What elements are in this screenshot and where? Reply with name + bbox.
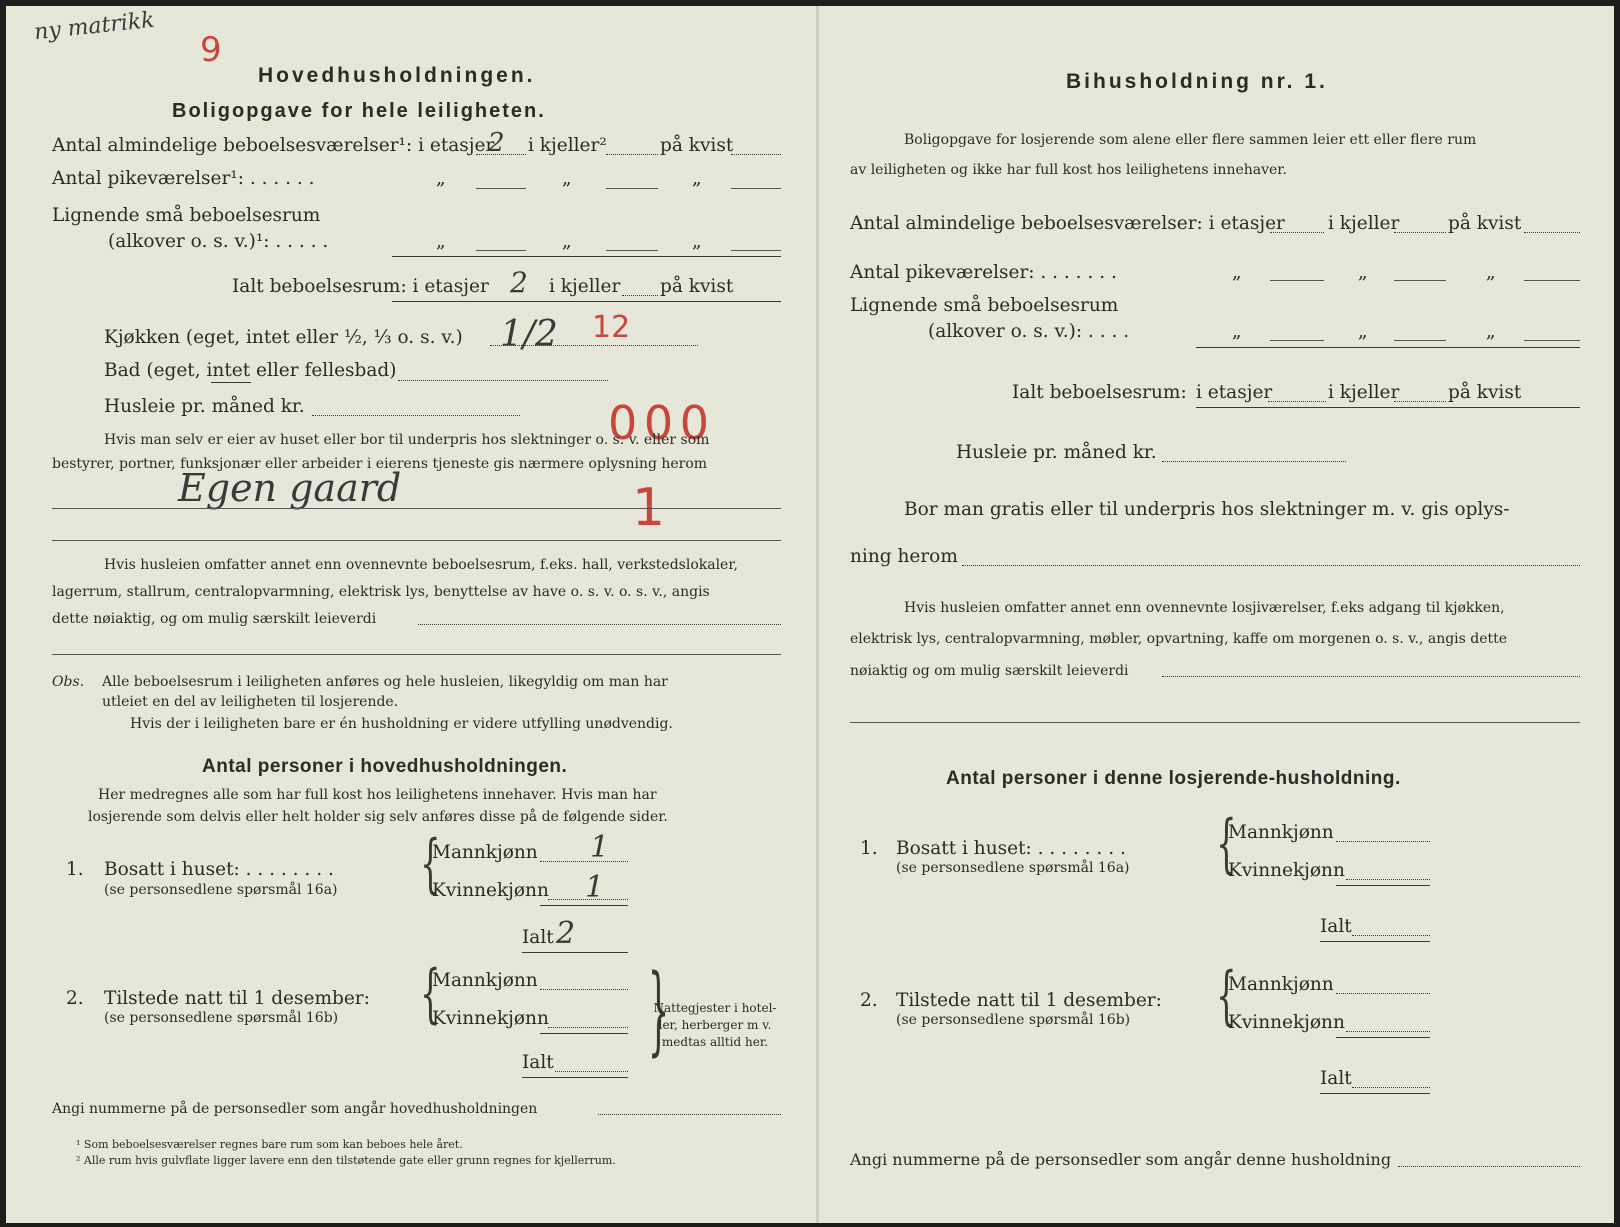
right-p2-kvinne-field[interactable] [1346,1031,1430,1032]
p1-ialt-value: 2 [556,916,576,951]
p1-sum-rule [540,905,628,906]
q2-kvist-field[interactable] [731,188,781,189]
ditto-mark: „ [562,231,572,252]
ditto-mark: „ [1486,321,1496,342]
persons-text-line1: Her medregnes alle som har full kost hos leilighetens innehaver. Hvis man har [98,787,657,803]
omfatter-line2: lagerrum, stallrum, centralopvarmning, elektrisk lys, benyttelse av have o. s. v. o. s. v., angis [52,584,710,600]
p1-mann-label: Mannkjønn [432,842,538,863]
kjokken-red-mark: 12 [592,310,631,345]
right-ialt-kvist-label: på kvist [1448,382,1522,403]
p1-ialt-label: Ialt [522,927,554,948]
eier-field-line2[interactable] [52,540,781,541]
footnote-1: ¹ Som beboelsesværelser regnes bare rum som kan beboes hele året. [76,1138,463,1151]
ditto-mark: „ [692,168,702,189]
p2-brace: { [420,957,441,1031]
eier-handwritten: Egen gaard [178,466,402,510]
page-subtitle: Boligopgave for hele leiligheten. [172,100,546,122]
right-q3-kjeller-field[interactable] [1394,340,1446,341]
husleie-field[interactable] [312,415,520,416]
red-annotation-number: 9 [200,30,222,70]
right-intro-line1: Boligopgave for losjerende som alene eller flere sammen leier ett eller flere rum [904,132,1477,148]
right-page-title: Bihusholdning nr. 1. [1066,70,1328,93]
right-p1-brace: { [1216,807,1237,881]
right-q3-etasjer-field[interactable] [1270,340,1324,341]
q3-kvist-field[interactable] [731,250,781,251]
nattegjester-line2: ler, herberger m v. [658,1018,772,1032]
ialt-kjeller-label: i kjeller [549,276,621,297]
right-q1-kvist-label: på kvist [1448,213,1522,234]
q3-etasjer-field[interactable] [476,250,526,251]
handwritten-annotation: ny matrikk [33,7,156,46]
right-p2-number: 2. [860,990,878,1011]
right-p1-ialt-underline [1320,941,1430,942]
obs-line2: utleiet en del av leiligheten til losjerende. [102,694,399,710]
right-p1-kvinne-field[interactable] [1346,879,1430,880]
eier-text-line2: bestyrer, portner, funksjonær eller arbeider i eierens tjeneste gis nærmere oplysning herom [52,456,708,472]
kjokken-value: 1/2 [500,314,558,355]
q1-kvist-label: på kvist [660,135,734,156]
right-p1-kvinne-label: Kvinnekjønn [1228,860,1345,881]
q2-label: Antal pikeværelser¹: . . . . . . [52,168,315,189]
p1-label: Bosatt i huset: . . . . . . . . [104,859,334,880]
p2-kvinne-label: Kvinnekjønn [432,1008,549,1029]
eier-red-mark: 1 [632,478,666,538]
right-ialt-etasjer-field[interactable] [1268,401,1326,402]
obs-label: Obs. [52,674,85,690]
q3-kjeller-field[interactable] [606,250,658,251]
ialt-label: Ialt beboelsesrum: i etasjer [232,276,489,297]
p1-ialt-underline [522,952,628,953]
right-intro-line2: av leiligheten og ikke har full kost hos leilighetens innehaver. [850,162,1287,178]
p2-sub: (se personsedlene spørsmål 16b) [104,1010,339,1026]
right-ialt-underline [1196,407,1580,408]
right-q2-kvist-field[interactable] [1524,280,1580,281]
right-p2-brace: { [1216,959,1237,1033]
sum-rule [392,256,781,257]
right-p1-mann-field[interactable] [1336,841,1430,842]
right-ialt-kjeller-field[interactable] [1394,401,1446,402]
right-persons-title: Antal personer i denne losjerende-husholdning. [946,768,1401,789]
p2-ialt-label: Ialt [522,1052,554,1073]
right-sum-rule [1196,347,1580,348]
ditto-mark: „ [562,168,572,189]
p1-kvinne-label: Kvinnekjønn [432,880,549,901]
right-p2-label: Tilstede natt til 1 desember: [896,990,1162,1011]
kjokken-field[interactable] [490,345,698,346]
q2-kjeller-field[interactable] [606,188,658,189]
right-husleie-label: Husleie pr. måned kr. [956,442,1157,463]
q3-label-line1: Lignende små beboelsesrum [52,205,321,226]
p2-kvinne-field[interactable] [548,1027,628,1028]
ialt-kvist-label: på kvist [660,276,734,297]
q1-label: Antal almindelige beboelsesværelser¹: i etasjer [52,135,495,156]
bad-label: Bad (eget, intet eller fellesbad) [104,360,397,381]
right-gratis-line2: ning herom [850,546,958,567]
q1-kvist-field[interactable] [731,154,781,155]
right-ialt-kjeller-label: i kjeller [1328,382,1400,403]
p1-brace: { [420,827,441,901]
right-ialt-etasjer-label: i etasjer [1196,382,1273,403]
right-p2-ialt-underline [1320,1093,1430,1094]
ialt-underline [392,301,781,302]
right-p2-mann-field[interactable] [1336,993,1430,994]
husleie-label: Husleie pr. måned kr. [104,396,305,417]
q1-etasjer-value: 2 [488,128,505,158]
right-q1-label: Antal almindelige beboelsesværelser: i etasjer [850,213,1285,234]
p2-mann-label: Mannkjønn [432,970,538,991]
nattegjester-line3: medtas alltid her. [661,1035,769,1049]
bad-field[interactable] [398,380,608,381]
right-omfatter-field-line2[interactable] [850,722,1580,723]
right-ialt-label: Ialt beboelsesrum: [1012,382,1187,403]
footnote-2: ² Alle rum hvis gulvflate ligger lavere enn den tilstøtende gate eller grunn regnes for kjellerrum. [76,1154,616,1167]
page-fold [816,6,819,1223]
ditto-mark: „ [1232,262,1242,283]
right-q3-label-line1: Lignende små beboelsesrum [850,295,1119,316]
right-husleie-field[interactable] [1162,461,1346,462]
right-p2-ialt-label: Ialt [1320,1068,1352,1089]
right-p2-mann-label: Mannkjønn [1228,974,1334,995]
ditto-mark: „ [1358,321,1368,342]
p1-sub: (se personsedlene spørsmål 16a) [104,882,338,898]
p1-mann-field[interactable] [540,861,628,862]
ialt-etasjer-value: 2 [510,266,528,299]
p1-mann-value: 1 [590,830,610,865]
ditto-mark: „ [1232,321,1242,342]
obs-line3: Hvis der i leiligheten bare er én husholdning er videre utfylling unødvendig. [130,716,673,732]
right-p1-sum-rule [1336,885,1430,886]
right-q2-label: Antal pikeværelser: . . . . . . . [850,262,1117,283]
p2-number: 2. [66,988,84,1009]
right-gratis-line1: Bor man gratis eller til underpris hos slektninger m. v. gis oplys- [904,499,1510,520]
right-q2-kjeller-field[interactable] [1394,280,1446,281]
right-p1-ialt-field[interactable] [1352,935,1430,936]
right-omfatter-line2: elektrisk lys, centralopvarmning, møbler, opvartning, kaffe om morgenen o. s. v., angis dette [850,631,1508,647]
right-q1-kjeller-field[interactable] [1394,232,1446,233]
p2-sum-rule [540,1033,628,1034]
right-p1-sub: (se personsedlene spørsmål 16a) [896,860,1130,876]
right-p2-kvinne-label: Kvinnekjønn [1228,1012,1345,1033]
right-q3-kvist-field[interactable] [1524,340,1580,341]
bad-intet-underline [211,382,251,383]
persons-text-line2: losjerende som delvis eller helt holder sig selv anføres disse på de følgende sider. [88,809,668,825]
q2-etasjer-field[interactable] [476,188,526,189]
angi-label: Angi nummerne på de personsedler som angår hovedhusholdningen [52,1101,538,1117]
page-title: Hovedhusholdningen. [258,64,536,87]
kjokken-label: Kjøkken (eget, intet eller ½, ⅓ o. s. v.) [104,327,463,348]
p2-ialt-field[interactable] [555,1071,628,1072]
ditto-mark: „ [1486,262,1496,283]
right-q2-etasjer-field[interactable] [1270,280,1324,281]
right-omfatter-line1: Hvis husleien omfatter annet enn ovennevnte losjiværelser, f.eks adgang til kjøkken, [904,600,1505,616]
right-p2-ialt-field[interactable] [1352,1087,1430,1088]
right-q3-label-line2: (alkover o. s. v.): . . . . [928,321,1130,342]
nattegjester-brace: } [647,954,670,1066]
right-p2-sum-rule [1336,1037,1430,1038]
right-omfatter-line3: nøiaktig og om mulig særskilt leieverdi [850,663,1129,679]
q3-label-line2: (alkover o. s. v.)¹: . . . . . [108,231,329,252]
ditto-mark: „ [1358,262,1368,283]
right-p1-mann-label: Mannkjønn [1228,822,1334,843]
eier-text-line1: Hvis man selv er eier av huset eller bor til underpris hos slektninger o. s. v. eller som [104,432,710,448]
omfatter-line3: dette nøiaktig, og om mulig særskilt leieverdi [52,611,377,627]
right-omfatter-field[interactable] [1162,676,1580,677]
omfatter-line1: Hvis husleien omfatter annet enn ovennevnte beboelsesrum, f.eks. hall, verkstedslokaler, [104,557,738,573]
right-q1-kjeller-label: i kjeller [1328,213,1400,234]
right-angi-label: Angi nummerne på de personsedler som angår denne husholdning [850,1150,1392,1169]
right-p2-sub: (se personsedlene spørsmål 16b) [896,1012,1131,1028]
ditto-mark: „ [692,231,702,252]
right-gratis-field[interactable] [962,565,1580,566]
ditto-mark: „ [436,168,446,189]
ditto-mark: „ [436,231,446,252]
omfatter-field-line2[interactable] [52,654,781,655]
q1-kjeller-label: i kjeller² [528,135,607,156]
right-q1-etasjer-field[interactable] [1270,232,1324,233]
p1-number: 1. [66,859,84,880]
right-p1-ialt-label: Ialt [1320,916,1352,937]
q1-kjeller-field[interactable] [606,154,658,155]
omfatter-field[interactable] [418,624,781,625]
husleie-red-mark: 0 0 0 [608,396,706,450]
angi-field[interactable] [598,1114,781,1115]
p2-mann-field[interactable] [540,989,628,990]
p1-kvinne-value: 1 [585,870,605,905]
ialt-kjeller-field[interactable] [622,295,658,296]
persons-title: Antal personer i hovedhusholdningen. [202,756,568,777]
obs-line1: Alle beboelsesrum i leiligheten anføres og hele husleien, likegyldig om man har [102,674,668,690]
right-p1-label: Bosatt i huset: . . . . . . . . [896,838,1126,859]
p2-label: Tilstede natt til 1 desember: [104,988,370,1009]
right-angi-field[interactable] [1398,1166,1580,1167]
nattegjester-line1: Nattegjester i hotel- [653,1001,777,1015]
p2-ialt-underline [522,1077,628,1078]
right-p1-number: 1. [860,838,878,859]
eier-field-line1[interactable] [52,508,781,509]
right-q1-kvist-field[interactable] [1524,232,1580,233]
